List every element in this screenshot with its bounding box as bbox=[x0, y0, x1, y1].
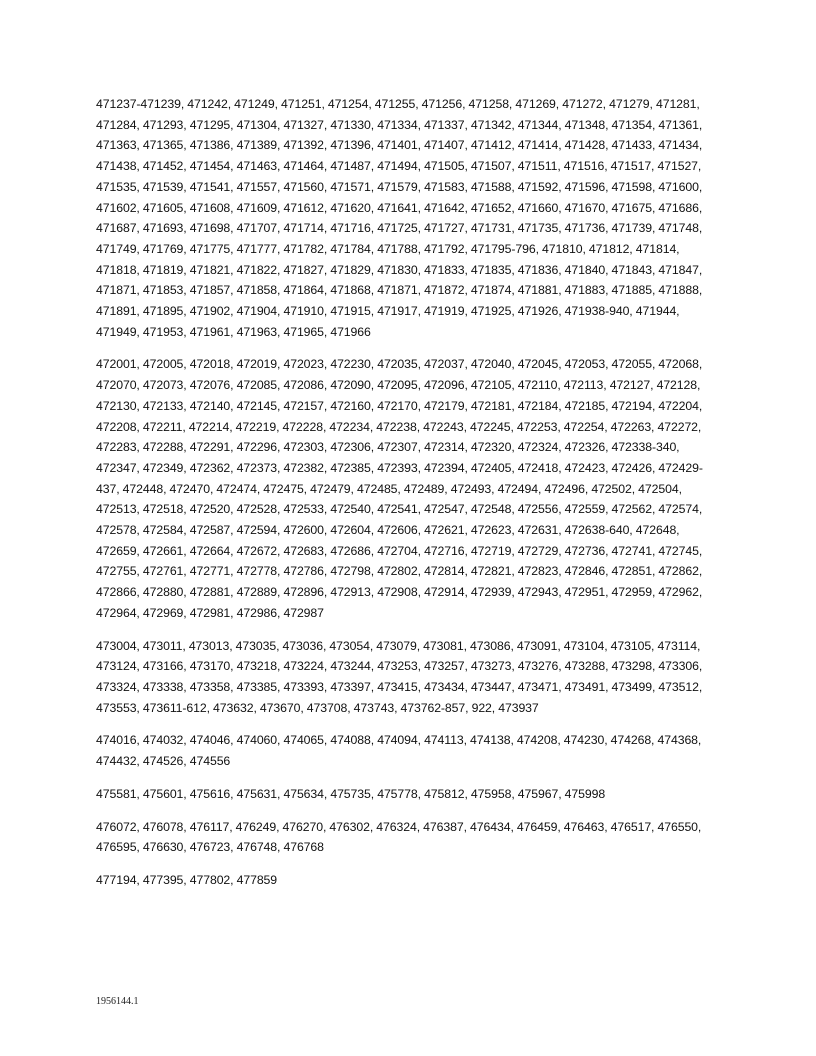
number-list-paragraph-473: 473004, 473011, 473013, 473035, 473036, 473054, 473079, 473081, 473086, 473091, 473104, 473105, 473114, 473124, 473166, 473170, 473218, 473224, 473244, 473253, 473257, 473273, 473276, 473288, 473298, 473306, 473324, 473338, 473358, 473385, 473393, 473397, 473415, 473434, 473447, 473471, 473491, 473499, 473512, 473553, 473611-612, 473632, 473670, 473708, 473743, 473762-857, 922, 473937 bbox=[96, 638, 703, 715]
number-list-paragraph-472: 472001, 472005, 472018, 472019, 472023, 472230, 472035, 472037, 472040, 472045, 472053, 472055, 472068, 472070, 472073, 472076, 472085, 472086, 472090, 472095, 472096, 472105, 472110, 472113, 472127, 472128, 472130, 472133, 472140, 472145, 472157, 472160, 472170, 472179, 472181, 472184, 472185, 472194, 472204, 472208, 472211, 472214, 472219, 472228, 472234, 472238, 472243, 472245, 472253, 472254, 472263, 472272, 472283, 472288, 472291, 472296, 472303, 472306, 472307, 472314, 472320, 472324, 472326, 472338-340, 472347, 472349, 472362, 472373, 472382, 472385, 472393, 472394, 472405, 472418, 472423, 472426, 472429-437, 472448, 472470, 472474, 472475, 472479, 472485, 472489, 472493, 472494, 472496, 472502, 472504, 472513, 472518, 472520, 472528, 472533, 472540, 472541, 472547, 472548, 472556, 472559, 472562, 472574, 472578, 472584, 472587, 472594, 472600, 472604, 472606, 472621, 472623, 472631, 472638-640, 472648, 472659, 472661, 472664, 472672, 472683, 472686, 472704, 472716, 472719, 472729, 472736, 472741, 472745, 472755, 472761, 472771, 472778, 472786, 472798, 472802, 472814, 472821, 472823, 472846, 472851, 472862, 472866, 472880, 472881, 472889, 472896, 472913, 472908, 472914, 472939, 472943, 472951, 472959, 472962, 472964, 472969, 472981, 472986, 472987 bbox=[96, 357, 703, 620]
number-list-paragraph-474: 474016, 474032, 474046, 474060, 474065, 474088, 474094, 474113, 474138, 474208, 474230, 474268, 474368, 474432, 474526, 474556 bbox=[96, 733, 702, 769]
number-list-paragraph-471: 471237-471239, 471242, 471249, 471251, 471254, 471255, 471256, 471258, 471269, 471272, 471279, 471281, 471284, 471293, 471295, 471304, 471327, 471330, 471334, 471337, 471342, 471344, 471348, 471354, 471361, 471363, 471365, 471386, 471389, 471392, 471396, 471401, 471407, 471412, 471414, 471428, 471433, 471434, 471438, 471452, 471454, 471463, 471464, 471487, 471494, 471505, 471507, 471511, 471516, 471517, 471527, 471535, 471539, 471541, 471557, 471560, 471571, 471579, 471583, 471588, 471592, 471596, 471598, 471600, 471602, 471605, 471608, 471609, 471612, 471620, 471641, 471642, 471652, 471660, 471670, 471675, 471686, 471687, 471693, 471698, 471707, 471714, 471716, 471725, 471727, 471731, 471735, 471736, 471739, 471748, 471749, 471769, 471775, 471777, 471782, 471784, 471788, 471792, 471795-796, 471810, 471812, 471814, 471818, 471819, 471821, 471822, 471827, 471829, 471830, 471833, 471835, 471836, 471840, 471843, 471847, 471871, 471853, 471857, 471858, 471864, 471868, 471871, 471872, 471874, 471881, 471883, 471885, 471888, 471891, 471895, 471902, 471904, 471910, 471915, 471917, 471919, 471925, 471926, 471938-940, 471944, 471949, 471953, 471961, 471963, 471965, 471966 bbox=[96, 97, 703, 339]
document-body bbox=[96, 94, 724, 903]
number-list-paragraph-476: 476072, 476078, 476117, 476249, 476270, 476302, 476324, 476387, 476434, 476459, 476463, 476517, 476550, 476595, 476630, 476723, 476748, 476768 bbox=[96, 819, 702, 855]
number-list-paragraph-477: 477194, 477395, 477802, 477859 bbox=[96, 872, 278, 887]
number-list-paragraph-475: 475581, 475601, 475616, 475631, 475634, 475735, 475778, 475812, 475958, 475967, 475998 bbox=[96, 786, 606, 801]
footer-document-id: 1956144.1 bbox=[96, 996, 139, 1007]
